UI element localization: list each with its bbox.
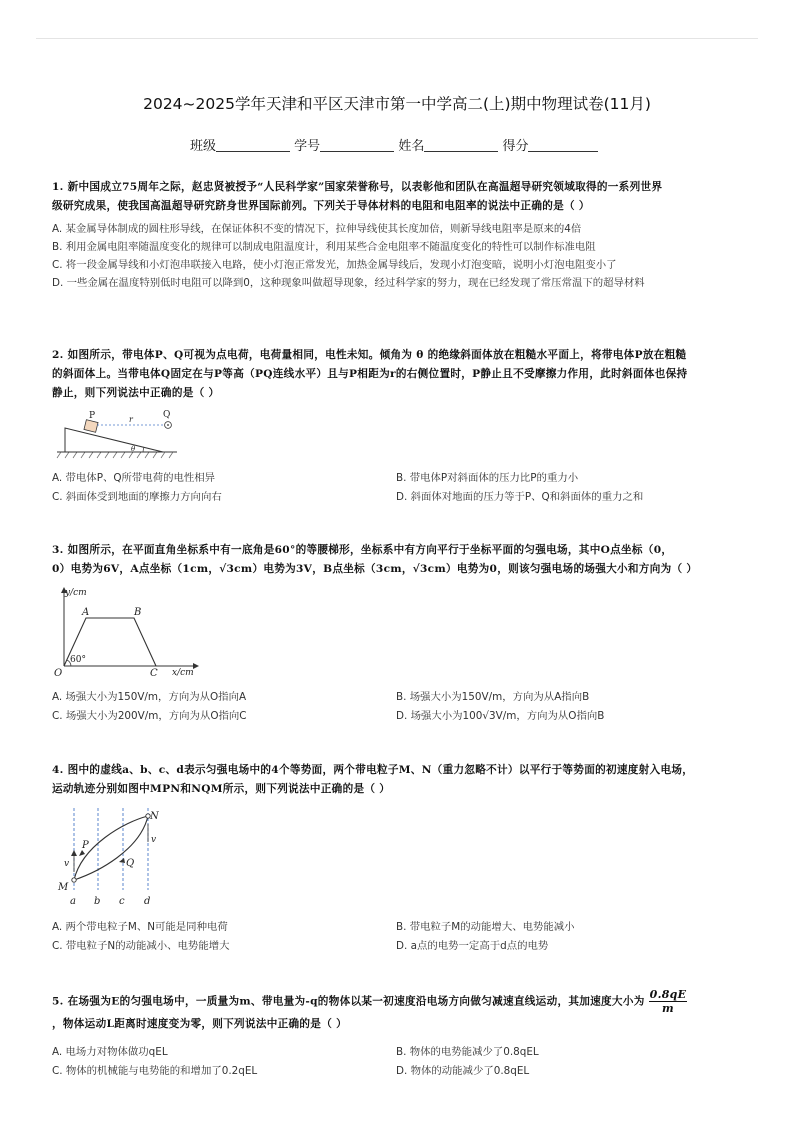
question-stem-line bbox=[52, 988, 742, 1015]
acceleration-fraction bbox=[649, 988, 688, 1015]
angle-label: 60° bbox=[70, 655, 86, 665]
trapezoid-figure bbox=[52, 584, 202, 680]
option-c: C. 带电粒子N的动能减小、电势能增大 bbox=[52, 940, 230, 952]
question-stem-line: 0）电势为6V，A点坐标（1cm，√3cm）电势为3V，B点坐标（3cm，√3cm）电势为0，则该匀强电场的场强大小和方向为（ ） bbox=[52, 563, 698, 575]
fraction-numerator: 0.8qE bbox=[649, 988, 687, 1001]
option-d: D. 场强大小为100√3V/m，方向为从O指向B bbox=[396, 710, 605, 722]
score-blank[interactable] bbox=[528, 137, 598, 152]
score-label: 得分 bbox=[502, 139, 529, 154]
question-stem-line: 静止，则下列说法中正确的是（ ） bbox=[52, 387, 220, 399]
options-grid bbox=[52, 1043, 742, 1079]
question-stem-line: 3. 如图所示，在平面直角坐标系中有一底角是60°的等腰梯形，坐标系中有方向平行于坐标平面的匀强电场，其中O点坐标（0， bbox=[52, 544, 673, 556]
question-3 bbox=[52, 541, 742, 579]
label-r: r bbox=[129, 415, 133, 424]
question-stem-line: 4. 图中的虚线a、b、c、d表示匀强电场中的4个等势面，两个带电粒子M、N（重力忽略不计）以平行于等势面的初速度射入电场， bbox=[52, 764, 694, 776]
class-label: 班级 bbox=[190, 139, 217, 154]
name-blank[interactable] bbox=[424, 137, 498, 152]
top-rule bbox=[36, 38, 758, 39]
stem-text: 5. 在场强为E的匀强电场中，一质量为m、带电量为-q的物体以某一初速度沿电场方向做匀减速直线运动，其加速度大小为 bbox=[52, 995, 645, 1008]
equipotential-figure bbox=[54, 806, 164, 910]
class-blank[interactable] bbox=[216, 137, 290, 152]
y-axis-label: y/cm bbox=[65, 588, 87, 598]
label-q: Q bbox=[163, 410, 171, 420]
option-c: C. 物体的机械能与电势能的和增加了0.2qEL bbox=[52, 1065, 258, 1077]
question-stem-line: 1. 新中国成立75周年之际，赵忠贤被授予“人民科学家”国家荣誉称号，以表彰他和团队在高温超导研究领域取得的一系列世界 bbox=[52, 181, 663, 193]
question-2 bbox=[52, 346, 742, 403]
label-theta: θ bbox=[131, 445, 136, 453]
options-grid bbox=[52, 918, 742, 954]
label-o: O bbox=[54, 668, 63, 679]
label-p: P bbox=[89, 411, 96, 421]
option-d: D. a点的电势一定高于d点的电势 bbox=[396, 940, 549, 952]
label-m: M bbox=[58, 882, 69, 893]
option-a: A. 带电体P、Q所带电荷的电性相异 bbox=[52, 472, 216, 484]
question-stem-line: 2. 如图所示，带电体P、Q可视为点电荷，电荷量相同，电性未知。倾角为 θ 的绝缘斜面体放在粗糙水平面上，将带电体P放在粗糙 bbox=[52, 349, 687, 361]
option-c: C. 斜面体受到地面的摩擦力方向向右 bbox=[52, 491, 222, 503]
question-stem-line: 运动轨迹分别如图中MPN和NQM所示，则下列说法中正确的是（ ） bbox=[52, 783, 391, 795]
question-4 bbox=[52, 761, 742, 799]
label-v-right: v bbox=[151, 835, 157, 845]
question-stem-line: 的斜面体上。当带电体Q固定在与P等高（PQ连线水平）且与P相距为r的右侧位置时，P静止且不受摩擦力作用，此时斜面体也保持 bbox=[52, 368, 688, 380]
label-c: c bbox=[119, 896, 125, 907]
option-d: D. 一些金属在温度特别低时电阻可以降到0，这种现象叫做超导现象，经过科学家的努力，现在已经发现了常压常温下的超导材料 bbox=[52, 277, 645, 289]
option-b: B. 带电粒子M的动能增大、电势能减小 bbox=[396, 921, 575, 933]
student-info-line bbox=[190, 135, 598, 154]
fraction-denominator: m bbox=[662, 1002, 674, 1015]
option-d: D. 物体的动能减少了0.8qEL bbox=[396, 1065, 530, 1077]
option-c: C. 将一段金属导线和小灯泡串联接入电路，使小灯泡正常发光，加热金属导线后，发现小灯泡变暗，说明小灯泡电阻变小了 bbox=[52, 259, 617, 271]
option-b: B. 利用金属电阻率随温度变化的规律可以制成电阻温度计，利用某些合金电阻率不随温度变化的特性可以制作标准电阻 bbox=[52, 241, 596, 253]
name-label: 姓名 bbox=[398, 139, 425, 154]
option-d: D. 斜面体对地面的压力等于P、Q和斜面体的重力之和 bbox=[396, 491, 644, 503]
options-grid bbox=[52, 469, 742, 505]
option-a: A. 电场力对物体做功qEL bbox=[52, 1046, 168, 1058]
option-b: B. 物体的电势能减少了0.8qEL bbox=[396, 1046, 539, 1058]
label-d: d bbox=[144, 896, 151, 907]
option-a: A. 两个带电粒子M、N可能是同种电荷 bbox=[52, 921, 228, 933]
question-stem-line: ，物体运动L距离时速度变为零，则下列说法中正确的是（ ） bbox=[52, 1018, 347, 1030]
label-b: B bbox=[134, 607, 142, 618]
question-stem-line: 级研究成果，使我国高温超导研究跻身世界国际前列。下列关于导体材料的电阻和电阻率的说法中正确的是（ ） bbox=[52, 200, 590, 212]
label-q: Q bbox=[126, 858, 135, 869]
incline-figure bbox=[55, 408, 185, 460]
label-b: b bbox=[94, 896, 101, 907]
x-axis-label: x/cm bbox=[172, 668, 194, 678]
label-a: a bbox=[70, 896, 76, 907]
option-b: B. 带电体P对斜面体的压力比P的重力小 bbox=[396, 472, 579, 484]
options-grid bbox=[52, 688, 742, 724]
page-title: 2024~2025学年天津和平区天津市第一中学高二(上)期中物理试卷(11月) bbox=[143, 95, 651, 113]
label-n: N bbox=[150, 811, 159, 822]
option-a: A. 场强大小为150V/m，方向为从O指向A bbox=[52, 691, 247, 703]
label-v-left: v bbox=[64, 859, 70, 869]
label-a: A bbox=[82, 607, 90, 618]
option-a: A. 某金属导体制成的圆柱形导线，在保证体积不变的情况下，拉伸导线使其长度加倍，则新导线电阻率是原来的4倍 bbox=[52, 223, 582, 235]
label-p: P bbox=[82, 840, 89, 851]
option-b: B. 场强大小为150V/m，方向为从A指向B bbox=[396, 691, 590, 703]
option-c: C. 场强大小为200V/m，方向为从O指向C bbox=[52, 710, 247, 722]
label-c: C bbox=[150, 668, 158, 679]
question-5 bbox=[52, 988, 742, 1034]
id-label: 学号 bbox=[294, 139, 321, 154]
id-blank[interactable] bbox=[320, 137, 394, 152]
question-1 bbox=[52, 178, 742, 292]
